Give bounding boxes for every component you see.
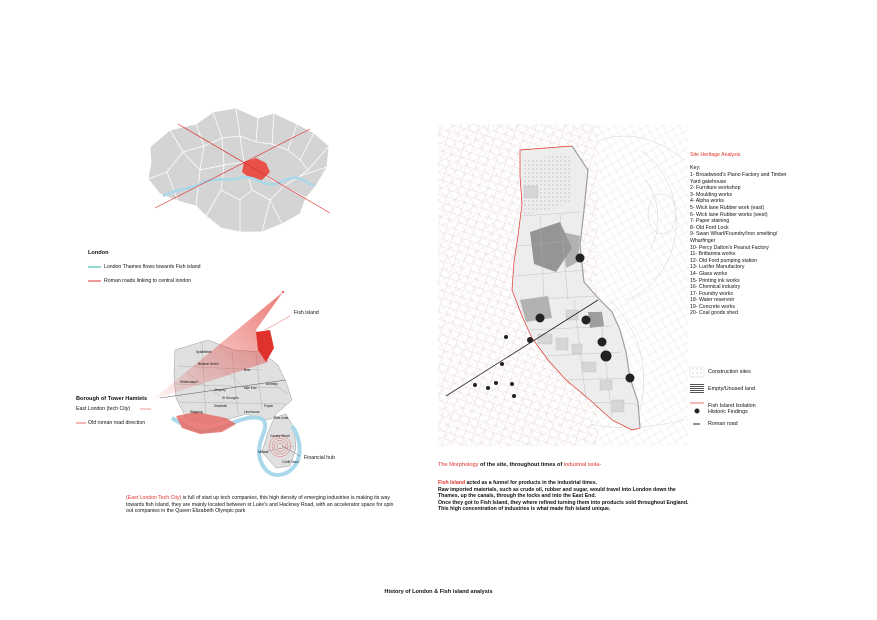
- footer-title: History of London & Fish island analysis: [384, 589, 493, 595]
- heritage-item: 8- Old Ford Lock: [690, 224, 729, 231]
- heritage-item: 20- Coal goods shed: [690, 310, 738, 317]
- heritage-item: 14- Glass works: [690, 270, 728, 277]
- old-roman-label: Old roman road direction: [88, 420, 146, 426]
- area-label: Bethnal Green: [198, 362, 219, 366]
- heritage-item: 5- Wick lane Rubber work (east): [690, 204, 765, 211]
- area-label: St George's: [222, 396, 239, 400]
- legend-roman-label: Roman road: [708, 421, 738, 427]
- heritage-item: 7- Paper staining: [690, 218, 730, 225]
- tech-city-highlight: (East London Tech City): [126, 495, 182, 501]
- east-london-label: East London (tech City): [76, 406, 131, 412]
- heritage-item: 10- Percy Dalton's Peanut Factory: [690, 244, 769, 251]
- morphology-body: [438, 480, 738, 513]
- heritage-item: 18- Water reservoir: [690, 297, 735, 304]
- heritage-item: Wharfinger: [690, 237, 716, 244]
- heritage-item: 15- Printing ink works: [690, 277, 740, 284]
- morphology-line-4: Once they got to Fish Island, they where refined turning them into products sold throughout England.: [438, 499, 689, 506]
- area-label: Mile End: [244, 386, 257, 390]
- heritage-item: 13- Lucifer Manufactory: [690, 264, 745, 271]
- morphology-line-3: Thames, up the canals, through the locks and into the East End.: [438, 493, 596, 500]
- legend-roman-label: Roman roads linking to central london: [104, 278, 192, 284]
- heritage-item: 1- Broadwood's Piano Factory and Timber: [690, 172, 787, 178]
- morphology-title-text: of the site, throughout times of: [478, 462, 564, 468]
- area-label: Whitechapel: [180, 380, 198, 384]
- heritage-item: 2- Furniture workshop: [690, 185, 741, 192]
- borough-title: Borough of Tower Hamlets: [76, 396, 148, 402]
- heritage-item: Yard gatehouse: [690, 178, 727, 185]
- morphology-highlight: The Morphology: [438, 462, 479, 468]
- area-label: Millwall: [258, 450, 269, 454]
- heritage-item: 12- Old Ford pumping station: [690, 257, 758, 264]
- morphology-highlight-2: industrial isola-: [563, 462, 602, 468]
- heritage-item: 4- Alpha works: [690, 198, 725, 205]
- legend-historic-label: Historic Findings: [708, 409, 748, 415]
- morphology-title: [438, 462, 601, 469]
- heritage-item: 6- Wick lane Rubber works (west): [690, 211, 768, 218]
- area-label: Cubitt Town: [282, 460, 299, 464]
- london-legend-title: London: [88, 250, 109, 256]
- morphology-line-2: Raw imported materials, such as crude oil, rubber and sugar, would travel into London down the: [438, 486, 676, 493]
- legend-construction-label: Construction sites: [708, 369, 751, 375]
- legend-empty-label: Empty/Unused land: [708, 386, 756, 392]
- legend-thames-label: London Thames flows towards Fish island: [104, 264, 201, 270]
- fish-island-label: Fish island: [294, 310, 319, 316]
- legend-isolation-label: Fish Island Isolation: [708, 403, 756, 409]
- morphology-line-1: acted as a funnel for products in the industrial times.: [465, 480, 598, 486]
- heritage-key-label: Key:: [690, 165, 701, 171]
- area-label: Canary Wharf: [270, 434, 290, 438]
- legend-empty-swatch: [690, 383, 704, 394]
- area-label: Bromley: [266, 382, 278, 386]
- morphology-line-5: This high concentration of industries is what made fish island unique.: [438, 506, 611, 513]
- fish-island-highlight-text: Fish Island: [438, 480, 466, 486]
- heritage-item: 9- Swan Wharf/Foundry/Iron smelting/: [690, 231, 778, 238]
- heritage-item: 11- Brittannia works: [690, 251, 736, 258]
- tech-city-text: is full of start up tech companies, this high density of emerging industries is making its way towards fish island, they are mainly located between st Luke's and Hackney Road, with an accelerator space for spin out companies in the Queen Elizabeth Olympic park: [126, 495, 394, 515]
- legend-construction-swatch: [690, 367, 704, 377]
- heritage-title: Site Heritage Analysis: [690, 152, 741, 158]
- heritage-item: 19- Concrete works: [690, 303, 735, 310]
- area-label: East India: [274, 416, 289, 420]
- area-label: Shadwell: [214, 404, 227, 408]
- financial-hub-label: Financial hub: [304, 455, 335, 461]
- legend-historic-swatch: [695, 409, 700, 414]
- heritage-item: 17- Foundry works: [690, 290, 733, 297]
- heritage-key-list: [690, 172, 787, 317]
- area-label: Spitalfields: [196, 350, 212, 354]
- area-label: Wapping: [190, 410, 203, 414]
- area-label: Stepney: [214, 388, 226, 392]
- heritage-item: 16- Chemical industry: [690, 284, 741, 291]
- area-label: Limehouse: [244, 410, 260, 414]
- area-label: Poplar: [264, 404, 274, 408]
- area-label: Bow: [244, 368, 251, 372]
- heritage-item: 3- Moulding works: [690, 191, 733, 198]
